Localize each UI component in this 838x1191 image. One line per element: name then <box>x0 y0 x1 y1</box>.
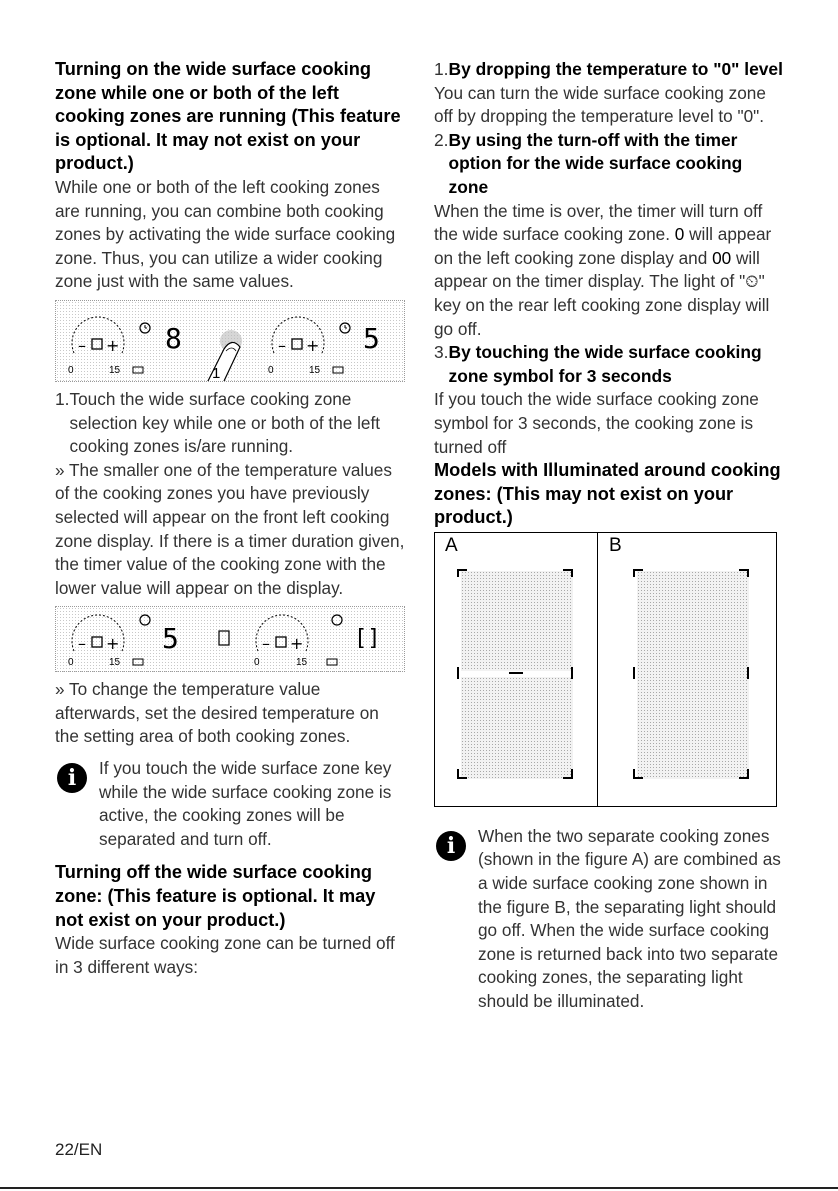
figure-divider <box>597 533 598 806</box>
svg-text:–: – <box>262 634 270 654</box>
right-knob-high: 15 <box>296 657 308 669</box>
method-2 <box>434 129 784 200</box>
zone-a-bottom <box>461 677 573 779</box>
method-1 <box>434 58 784 82</box>
svg-text:–: – <box>78 335 86 355</box>
figure-ab <box>434 532 777 807</box>
info-icon: i <box>436 831 466 861</box>
heading-turning-off: Turning off the wide surface cooking zone: (This feature is optional. It may not exist on your product.) <box>55 862 376 930</box>
side-mark <box>747 667 749 679</box>
left-display-digit: 8 <box>165 321 182 355</box>
paragraph-ways: Wide surface cooking zone can be turned off in 3 different ways: <box>55 933 395 977</box>
corner-mark <box>571 769 573 779</box>
right-knob-low: 0 <box>254 657 260 669</box>
method-1-number: 1. <box>434 59 449 79</box>
svg-text:–: – <box>78 634 86 654</box>
corner-mark <box>571 569 573 577</box>
separator-light <box>509 672 523 674</box>
callout-number: 1 <box>212 364 221 382</box>
svg-text:+: + <box>106 335 120 355</box>
side-mark <box>633 667 635 679</box>
right-column <box>434 58 784 1014</box>
method-2-title: By using the turn-off with the timer option for the wide surface cooking zone <box>448 129 743 197</box>
right-display-digit: 5 <box>363 321 380 355</box>
paragraph-result: » The smaller one of the temperature values of the cooking zones you have previously selected will appear on the front left cooking zone display. If there is a timer duration given, the timer value of the cooking zone with the lower value will appear on the display. <box>55 459 405 598</box>
heading-turning-on: Turning on the wide surface cooking zone while one or both of the left cooking zones are running (This feature is optional. It may not exist on your product.) <box>55 59 401 174</box>
left-knob-high: 15 <box>109 657 121 669</box>
method-2-number: 2. <box>434 129 449 150</box>
svg-text:+: + <box>306 335 320 355</box>
center-zone-icon <box>219 631 229 645</box>
method-1-text: You can turn the wide surface cooking zone off by dropping the temperature level to "0". <box>434 82 766 127</box>
left-display-digit: 5 <box>162 622 179 656</box>
left-column <box>55 58 405 979</box>
figure-label-a: A <box>445 534 458 556</box>
zone-b <box>637 571 749 779</box>
method-3-text: If you touch the wide surface cooking zone symbol for 3 seconds, the cooking zone is turned off <box>434 389 759 457</box>
svg-text:+: + <box>106 634 120 654</box>
right-display-digit: [] <box>354 626 381 652</box>
corner-mark <box>633 569 635 577</box>
side-mark <box>457 667 459 679</box>
paragraph-change-temp: » To change the temperature value afterwards, set the desired temperature on the setting area of both cooking zones. <box>55 679 379 747</box>
info-note-1-text: If you touch the wide surface zone key while the wide surface cooking zone is active, the cooking zones will be separated and turn off. <box>99 758 392 849</box>
method-3-title: By touching the wide surface cooking zone symbol for 3 seconds <box>448 342 762 386</box>
right-knob-low: 0 <box>268 364 274 376</box>
info-note-1 <box>55 757 405 851</box>
left-knob-low: 0 <box>68 657 74 669</box>
info-note-2 <box>434 825 784 1014</box>
control-panel-figure-1 <box>55 300 405 382</box>
step-1 <box>55 388 405 459</box>
bottom-rule <box>0 1187 838 1189</box>
method-1-title: By dropping the temperature to "0" level <box>448 59 783 79</box>
figure-label-b: B <box>609 534 622 556</box>
right-knob-high: 15 <box>309 364 321 376</box>
corner-mark <box>747 569 749 577</box>
heading-illuminated: Models with Illuminated around cooking zones: (This may not exist on your product.) <box>434 460 781 528</box>
method-3 <box>434 341 784 388</box>
info-icon: i <box>57 763 87 793</box>
method-3-number: 3. <box>434 342 449 363</box>
corner-mark <box>457 569 459 577</box>
left-knob-high: 15 <box>109 364 121 376</box>
step-1-number: 1. <box>55 388 70 409</box>
corner-mark <box>633 769 635 779</box>
paragraph-intro: While one or both of the left cooking zones are running, you can combine both cooking zones by activating the wide surface cooking zone. Thus, you can utilize a wider cooking zone just with the same values. <box>55 176 396 292</box>
left-knob-low: 0 <box>68 364 74 376</box>
corner-mark <box>457 769 459 779</box>
step-1-text: Touch the wide surface cooking zone selection key while one or both of the left cooking zones is/are running. <box>69 388 381 457</box>
control-panel-figure-2 <box>55 606 405 672</box>
page-number: 22/EN <box>55 1140 103 1159</box>
svg-text:+: + <box>290 634 304 654</box>
svg-text:–: – <box>278 335 286 355</box>
zone-a-top <box>461 571 573 671</box>
info-note-2-text: When the two separate cooking zones (shown in the figure A) are combined as a wide surface cooking zone shown in the figure B, the separating light should go off. When the wide surface cooking zone is returned back into two separate cooking zones, the separating light should be illuminated. <box>478 825 781 1012</box>
corner-mark <box>747 769 749 779</box>
method-2-text: When the time is over, the timer will turn off the wide surface cooking zone. 0 will appear on the left cooking zone display and 00 will appear on the timer display. The light of "⏲" key on the rear left cooking zone display will go off. <box>434 200 772 339</box>
side-mark <box>571 667 573 679</box>
